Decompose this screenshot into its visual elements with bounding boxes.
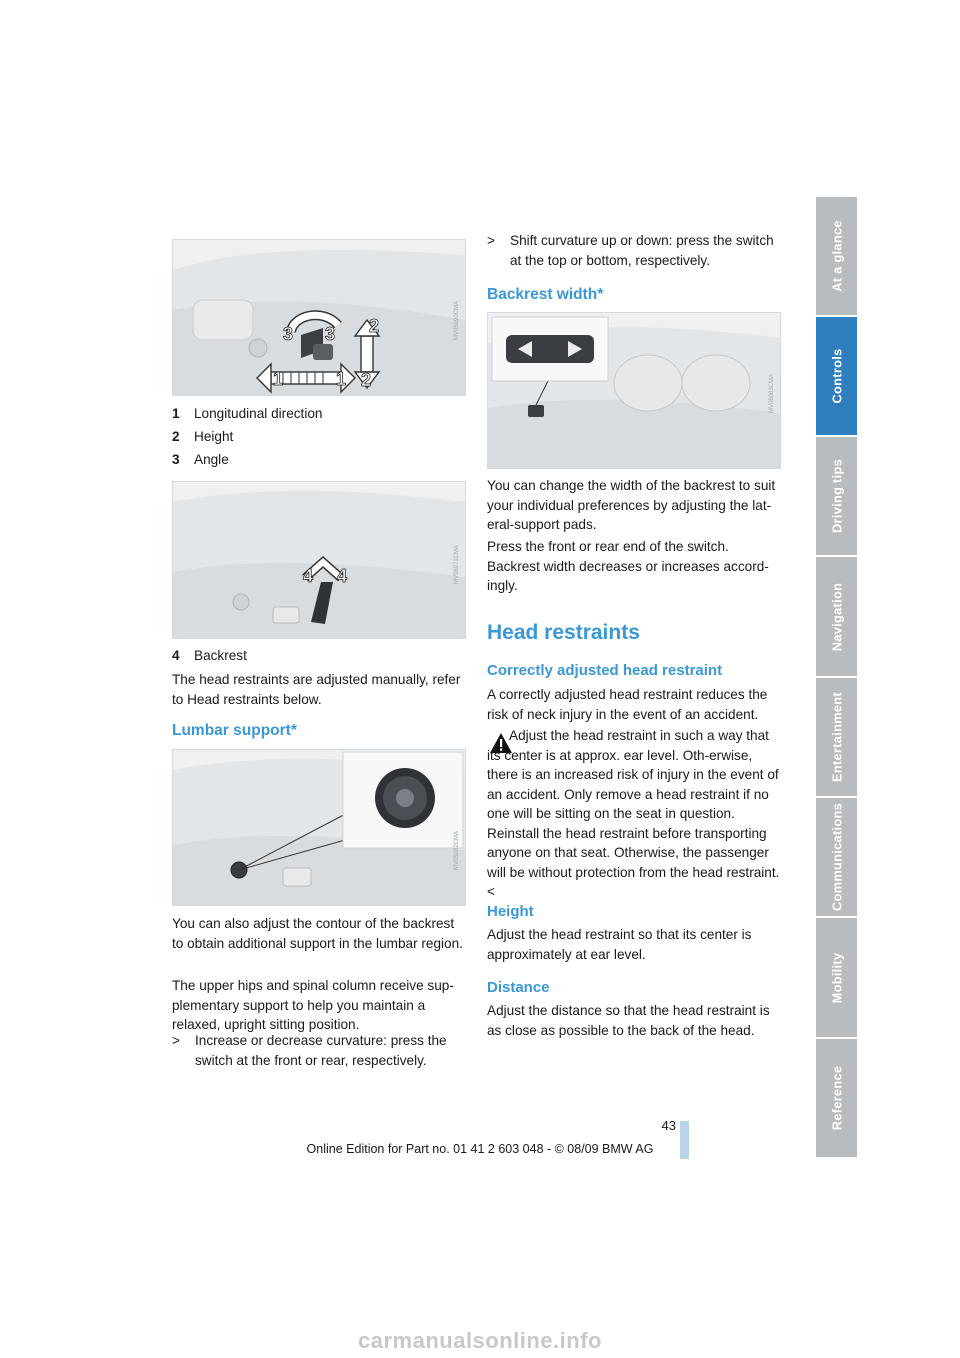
- section-heading: Backrest width*: [487, 286, 604, 303]
- figure-label: 4: [303, 566, 314, 586]
- figure-code: MV05082CMA: [454, 830, 460, 870]
- figure-label: 2: [361, 370, 372, 390]
- sidebar-tab-navigation[interactable]: Navigation: [816, 557, 857, 678]
- paragraph: Adjust the distance so that the head restraint is as close as possible to the back of the head.: [487, 1003, 770, 1038]
- figure-label: 4: [337, 566, 348, 586]
- section-heading: Height: [487, 903, 534, 920]
- paragraph: You can also adjust the contour of the backrest to obtain additional support in the lumbar region.: [172, 916, 463, 951]
- legend-item: 3 Angle: [172, 452, 229, 467]
- page-number: 43: [661, 1118, 676, 1133]
- figure-label: 3: [283, 324, 294, 344]
- warning-text: Adjust the head restraint in such a way that its center is at approx. ear level. Oth-erwise, there is an increased risk of injury in the event of an accident. Only remove a head restraint if no one will be sitting on the seat in question. Reinstall the head restraint before transporting anyone on that seat. Otherwise, the passenger will be without protection from the head restraint.<: [487, 728, 780, 899]
- warning-block: [487, 726, 780, 899]
- bullet-marker: >: [172, 1033, 180, 1048]
- chapter-heading: Head restraints: [487, 621, 640, 644]
- bullet-marker: >: [487, 233, 495, 248]
- paragraph: You can change the width of the backrest to suit your individual preferences by adjusting the lat-eral-support pads.: [487, 478, 776, 532]
- figure-code: MV06083CMA: [769, 373, 775, 413]
- chapter-sidebar: [816, 197, 857, 1159]
- lumbar-support-figure: [172, 749, 466, 906]
- sidebar-tab-driving-tips[interactable]: Driving tips: [816, 437, 857, 557]
- figure-label: 3: [325, 324, 336, 344]
- section-heading: Lumbar support*: [172, 722, 297, 739]
- sidebar-tab-reference[interactable]: Reference: [816, 1039, 857, 1159]
- section-heading: Distance: [487, 979, 550, 996]
- paragraph: Press the front or rear end of the switch. Backrest width decreases or increases accord-ingly.: [487, 539, 769, 593]
- seat-controls-figure: [172, 239, 466, 396]
- watermark: carmanualsonline.info: [358, 1328, 602, 1353]
- backrest-width-figure: [487, 312, 781, 469]
- section-heading: Correctly adjusted head restraint: [487, 662, 723, 679]
- sidebar-tab-at-a-glance[interactable]: At a glance: [816, 197, 857, 317]
- figure-code: MV05090CMA: [454, 300, 460, 340]
- figure-label: 1: [336, 369, 347, 389]
- figure-label: 1: [273, 369, 284, 389]
- sidebar-tab-controls[interactable]: Controls: [816, 317, 857, 437]
- figure-label: 2: [369, 316, 380, 336]
- paragraph: The head restraints are adjusted manually, refer to Head restraints below.: [172, 672, 461, 707]
- paragraph: A correctly adjusted head restraint reduces the risk of neck injury in the event of an accident.: [487, 687, 768, 722]
- sidebar-tab-communications[interactable]: Communications: [816, 798, 857, 918]
- sidebar-tab-entertainment[interactable]: Entertainment: [816, 678, 857, 798]
- paragraph: Adjust the head restraint so that its center is approximately at ear level.: [487, 927, 752, 962]
- legend-item: 1 Longitudinal direction: [172, 406, 323, 421]
- legend-item: 4 Backrest: [172, 648, 247, 663]
- page-footer: Online Edition for Part no. 01 41 2 603 048 - © 08/09 BMW AG: [306, 1142, 654, 1156]
- paragraph: The upper hips and spinal column receive sup-plementary support to help you maintain a relaxed, upright sitting position.: [172, 978, 454, 1032]
- figure-code: MV06071CMA: [454, 544, 460, 584]
- backrest-figure: [172, 481, 466, 639]
- legend-item: 2 Height: [172, 429, 234, 444]
- sidebar-tab-mobility[interactable]: Mobility: [816, 918, 857, 1039]
